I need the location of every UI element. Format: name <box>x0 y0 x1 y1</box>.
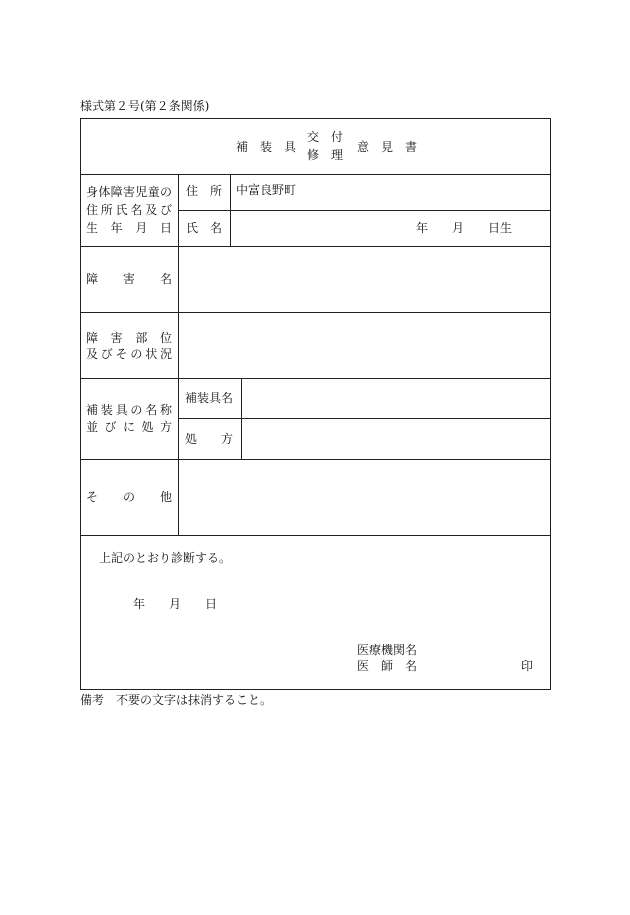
child-info-label-line1: 身体障害児童の <box>86 185 172 199</box>
address-label: 住 所 <box>186 184 223 198</box>
seal-mark: 印 <box>521 659 534 673</box>
institution-label: 医療機関名 <box>357 643 418 657</box>
row-divider <box>80 312 551 313</box>
title-prefix: 補 装 具 <box>236 140 297 154</box>
sub-row-divider <box>178 418 551 419</box>
sub-row-divider <box>178 210 551 211</box>
device-name-label: 補装具名 <box>185 391 234 405</box>
certification-statement: 上記のとおり診断する。 <box>99 551 232 565</box>
footer-note: 備考 不要の文字は抹消すること。 <box>80 693 273 707</box>
title-suffix: 意 見 書 <box>357 140 418 154</box>
child-info-label-line2: 住所氏名及び <box>86 203 172 217</box>
row-divider <box>80 459 551 460</box>
sub-label-divider <box>230 174 231 246</box>
row-divider <box>80 246 551 247</box>
prescription-label: 処 方 <box>185 432 234 446</box>
form-number: 様式第２号(第２条関係) <box>80 99 210 113</box>
name-label: 氏 名 <box>186 221 223 235</box>
disability-name-label: 障 害 名 <box>86 272 172 286</box>
address-value: 中富良野町 <box>236 183 297 197</box>
disability-site-label-line1: 障 害 部 位 <box>86 331 172 345</box>
row-divider <box>80 535 551 536</box>
label-column-divider <box>178 174 179 535</box>
child-info-label-line3: 生 年 月 日 <box>86 221 172 235</box>
doctor-label: 医 師 名 <box>357 659 418 673</box>
device-label-line2: 並びに処方 <box>86 420 172 434</box>
row-divider <box>80 174 551 175</box>
device-label-line1: 補装具の名称 <box>86 403 172 417</box>
certification-date: 年 月 日 <box>133 597 218 611</box>
row-divider <box>80 378 551 379</box>
title-option-issue: 交 付 <box>307 130 344 144</box>
sub-label-divider <box>241 378 242 459</box>
disability-site-label-line2: 及びその状況 <box>86 347 172 361</box>
other-label: そ の 他 <box>86 490 172 504</box>
title-option-repair: 修 理 <box>307 148 344 162</box>
birthdate-value: 年 月 日生 <box>416 221 513 235</box>
